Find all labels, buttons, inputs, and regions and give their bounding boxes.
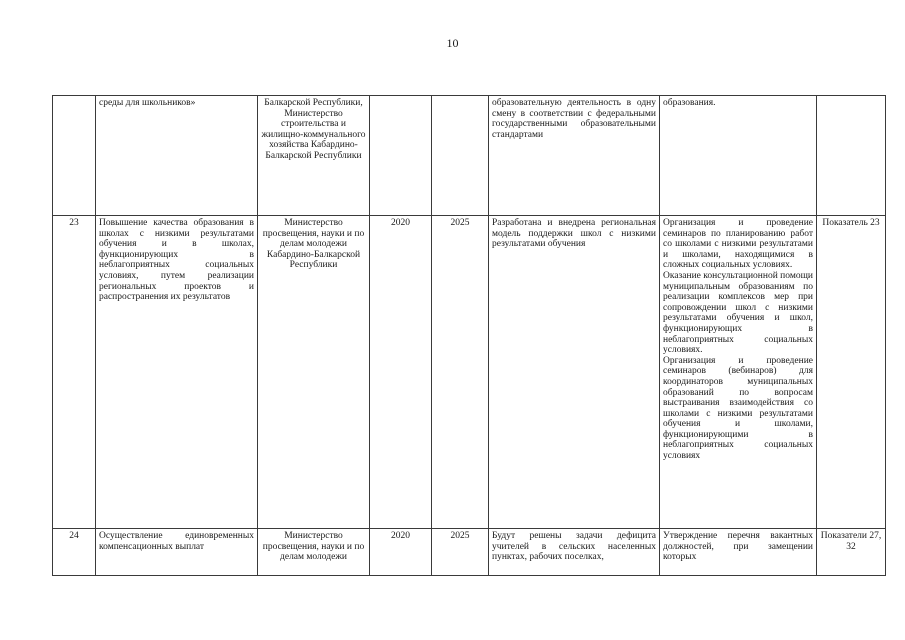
indicator-cell xyxy=(817,96,886,216)
end-year-cell: 2025 xyxy=(432,529,489,576)
start-year-cell: 2020 xyxy=(370,529,432,576)
event-cell: Повышение качества образования в школах с низкими результатами обучения и в школах, функционирующих в неблагоприятных социальных условиях, путем реализации региональных проектов и распространения их результатов xyxy=(96,216,258,529)
table-row xyxy=(53,96,886,216)
expected-result-cell: Будут решены задачи дефицита учителей в сельских населенных пунктах, рабочих поселках, xyxy=(489,529,660,576)
executor-cell: Министерство просвещения, науки и по делам молодежи xyxy=(258,529,370,576)
indicator-cell: Показатель 23 xyxy=(817,216,886,529)
end-year-cell: 2025 xyxy=(432,216,489,529)
row-number-cell xyxy=(53,96,96,216)
event-cell: Осуществление единовременных компенсационных выплат xyxy=(96,529,258,576)
program-events-table xyxy=(52,95,886,576)
end-year-cell xyxy=(432,96,489,216)
actions-cell: образования. xyxy=(660,96,817,216)
row-number-cell: 23 xyxy=(53,216,96,529)
row-number-cell: 24 xyxy=(53,529,96,576)
expected-result-cell: образовательную деятельность в одну смену в соответствии с федеральными государственными образовательными стандартами xyxy=(489,96,660,216)
executor-cell: Министерство просвещения, науки и по делам молодежи Кабардино-Балкарской Республики xyxy=(258,216,370,529)
actions-cell: Организация и проведение семинаров по планированию работ со школами с низкими результатами и школами, находящимися в сложных социальных условиях. Оказание консультационной помощи муниципальным образованиям по реализации комплексов мер при сопровождении школ с низкими результатами обучения и школ, функционирующих в неблагоприятных социальных условиях. Организация и проведение семинаров (вебинаров) для координаторов муниципальных образований по вопросам выстраивания взаимодействия со школами с низкими результатами обучения и школами, функционирующими в неблагоприятных социальных условиях xyxy=(660,216,817,529)
executor-cell: Балкарской Республики, Министерство строительства и жилищно-коммунального хозяйства Кабардино-Балкарской Республики xyxy=(258,96,370,216)
expected-result-cell: Разработана и внедрена региональная модель поддержки школ с низкими результатами обучения xyxy=(489,216,660,529)
table-row xyxy=(53,529,886,576)
indicator-cell: Показатели 27, 32 xyxy=(817,529,886,576)
table-row xyxy=(53,216,886,529)
event-cell: среды для школьников» xyxy=(96,96,258,216)
start-year-cell: 2020 xyxy=(370,216,432,529)
start-year-cell xyxy=(370,96,432,216)
page-number: 10 xyxy=(446,36,459,50)
actions-cell: Утверждение перечня вакантных должностей, при замещении которых xyxy=(660,529,817,576)
